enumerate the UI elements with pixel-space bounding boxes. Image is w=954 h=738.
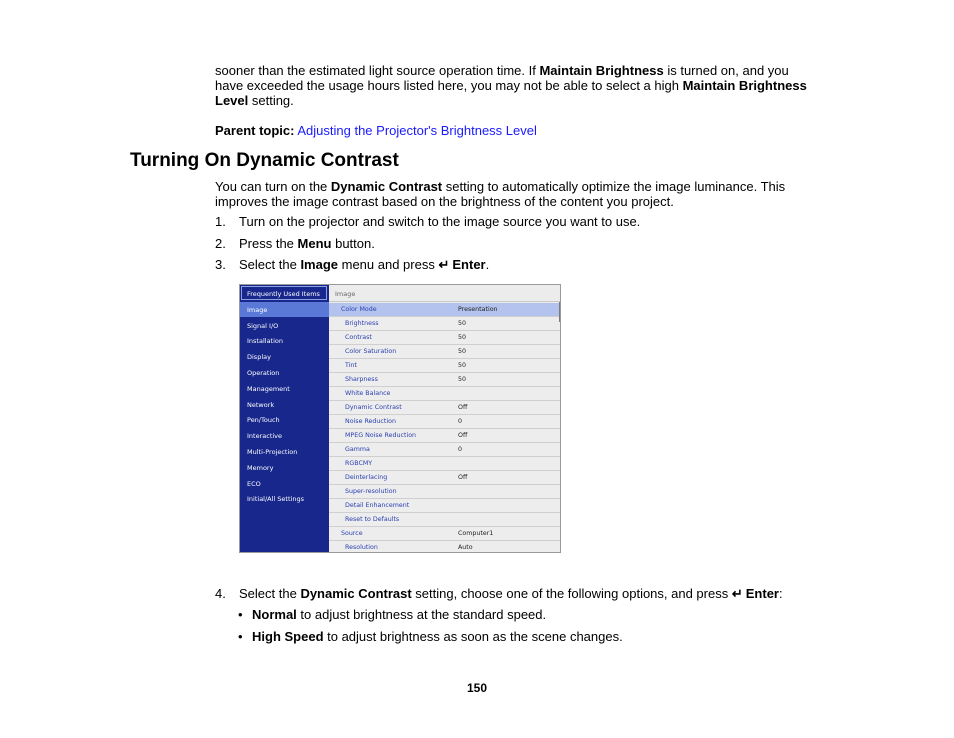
menu-row-label: MPEG Noise Reduction: [345, 432, 417, 439]
menu-row-label: Reset to Defaults: [345, 516, 400, 523]
page-number: 150: [466, 681, 488, 695]
menu-row-rgbcmy[interactable]: [329, 457, 561, 471]
menu-category-multi-projection[interactable]: Multi-Projection: [247, 448, 298, 456]
step-text: Select the: [239, 257, 301, 272]
menu-row-value: Auto: [458, 544, 473, 551]
intro-text: is turned on, and you have exceeded the usage hours listed here, you may not be able to select a high: [215, 63, 789, 93]
enter-icon: ↵: [731, 586, 743, 601]
menu-panel-title: Image: [335, 290, 356, 298]
menu-row-contrast[interactable]: [329, 331, 561, 345]
menu-category-pen-touch[interactable]: Pen/Touch: [247, 416, 280, 424]
intro-text: sooner than the estimated light source operation time. If: [215, 63, 540, 78]
option-name: High Speed: [252, 629, 324, 644]
intro-bold: Maintain Brightness: [539, 63, 664, 78]
menu-row-label: Brightness: [345, 320, 379, 327]
menu-settings-panel: [329, 285, 561, 553]
menu-category-frequently-used[interactable]: Frequently Used Items: [247, 290, 320, 298]
menu-row-label: Dynamic Contrast: [345, 404, 402, 411]
menu-row-color-saturation[interactable]: [329, 345, 561, 359]
step-bold: Dynamic Contrast: [300, 586, 412, 601]
menu-row-reset-to-defaults[interactable]: [329, 513, 561, 527]
desc-bold: Dynamic Contrast: [330, 179, 443, 194]
menu-row-value: Off: [458, 432, 468, 439]
enter-icon: ↵: [438, 257, 450, 272]
step-text: .: [485, 257, 490, 272]
menu-row-sharpness[interactable]: [329, 373, 561, 387]
menu-category-installation[interactable]: Installation: [247, 337, 284, 345]
menu-row-label: Deinterlacing: [345, 474, 388, 481]
menu-row-label: Detail Enhancement: [345, 502, 410, 509]
option-high-speed: [238, 629, 623, 644]
step-bold: Menu: [297, 236, 332, 251]
menu-category-signal-io[interactable]: Signal I/O: [247, 322, 279, 330]
menu-category-operation[interactable]: Operation: [247, 369, 280, 377]
menu-row-value: 0: [458, 418, 463, 425]
menu-row-value: Off: [458, 404, 468, 411]
step-bold: Enter: [745, 586, 779, 601]
menu-row-value: 50: [458, 348, 467, 355]
step-text: Turn on the projector and switch to the image source you want to use.: [239, 214, 641, 229]
intro-bold: Maintain Brightness Level: [215, 78, 807, 108]
menu-row-value: 50: [458, 334, 467, 341]
step-4: [215, 586, 783, 601]
step-text: setting, choose one of the following options, and press: [411, 586, 732, 601]
step-number: 1.: [215, 214, 226, 229]
menu-row-super-resolution[interactable]: [329, 485, 561, 499]
section-heading: Turning On Dynamic Contrast: [130, 150, 399, 171]
intro-paragraph: [215, 63, 815, 108]
step-number: 3.: [215, 257, 226, 272]
projector-menu-screenshot: [239, 284, 561, 553]
menu-row-source[interactable]: [329, 527, 561, 541]
option-name: Normal: [252, 607, 297, 622]
step-text: Press the: [239, 236, 298, 251]
menu-category-interactive[interactable]: Interactive: [247, 432, 283, 440]
option-normal: [238, 607, 546, 622]
step-1: [215, 214, 640, 229]
menu-row-label: Contrast: [345, 334, 372, 341]
option-description: to adjust brightness as soon as the scene changes.: [323, 629, 623, 644]
menu-category-memory[interactable]: Memory: [247, 464, 274, 472]
menu-row-label: Tint: [345, 362, 357, 369]
menu-category-panel: [240, 285, 329, 553]
menu-scrollbar[interactable]: [559, 302, 561, 322]
menu-row-label: Sharpness: [345, 376, 378, 383]
menu-row-color-mode[interactable]: [329, 303, 561, 317]
menu-row-value: 0: [458, 446, 463, 453]
desc-text: You can turn on the: [215, 179, 331, 194]
menu-row-brightness[interactable]: [329, 317, 561, 331]
option-description: to adjust brightness at the standard speed.: [296, 607, 547, 622]
menu-category-initial-settings[interactable]: Initial/All Settings: [247, 495, 304, 503]
menu-row-mpeg-noise-reduction[interactable]: [329, 429, 561, 443]
menu-category-display[interactable]: Display: [247, 353, 271, 361]
bullet-dot: •: [238, 607, 243, 622]
bullet-dot: •: [238, 629, 243, 644]
step-number: 2.: [215, 236, 226, 251]
menu-row-gamma[interactable]: [329, 443, 561, 457]
intro-text: setting.: [248, 93, 294, 108]
parent-topic: [215, 123, 815, 138]
menu-row-label: Color Mode: [341, 306, 377, 313]
menu-row-white-balance[interactable]: [329, 387, 561, 401]
menu-row-value: Off: [458, 474, 468, 481]
menu-row-value: 50: [458, 362, 467, 369]
menu-row-value: Computer1: [458, 530, 494, 537]
menu-row-dynamic-contrast[interactable]: [329, 401, 561, 415]
section-description: [215, 179, 815, 209]
step-text: menu and press: [338, 257, 439, 272]
menu-row-noise-reduction[interactable]: [329, 415, 561, 429]
menu-row-value: Presentation: [458, 306, 498, 313]
parent-topic-label: Parent topic:: [215, 123, 295, 138]
step-text: Select the: [239, 586, 301, 601]
menu-row-label: Super-resolution: [345, 488, 397, 495]
desc-text: setting to automatically optimize the image luminance. This improves the image contrast based on the brightness of the content you project.: [215, 179, 786, 209]
menu-panel-header: [329, 285, 561, 302]
menu-row-label: Gamma: [345, 446, 370, 453]
step-bold: Image: [300, 257, 339, 272]
step-text: :: [778, 586, 783, 601]
menu-row-detail-enhancement[interactable]: [329, 499, 561, 513]
step-2: [215, 236, 375, 251]
menu-row-label: RGBCMY: [345, 460, 373, 467]
menu-row-value: 50: [458, 320, 467, 327]
step-number: 4.: [215, 586, 226, 601]
menu-row-resolution[interactable]: [329, 541, 561, 553]
menu-row-deinterlacing[interactable]: [329, 471, 561, 485]
menu-row-label: Source: [341, 530, 363, 537]
menu-category-management[interactable]: Management: [247, 385, 290, 393]
parent-topic-link[interactable]: Adjusting the Projector's Brightness Level: [297, 123, 537, 138]
menu-row-label: White Balance: [345, 390, 391, 397]
menu-row-tint[interactable]: [329, 359, 561, 373]
menu-row-label: Resolution: [345, 544, 378, 551]
step-3: [215, 257, 489, 272]
step-bold: Enter: [452, 257, 486, 272]
menu-category-image[interactable]: Image: [247, 306, 268, 314]
menu-row-value: 50: [458, 376, 467, 383]
menu-category-eco[interactable]: ECO: [247, 480, 261, 488]
menu-row-label: Noise Reduction: [345, 418, 396, 425]
step-text: button.: [331, 236, 375, 251]
menu-category-network[interactable]: Network: [247, 401, 275, 409]
menu-row-label: Color Saturation: [345, 348, 397, 355]
